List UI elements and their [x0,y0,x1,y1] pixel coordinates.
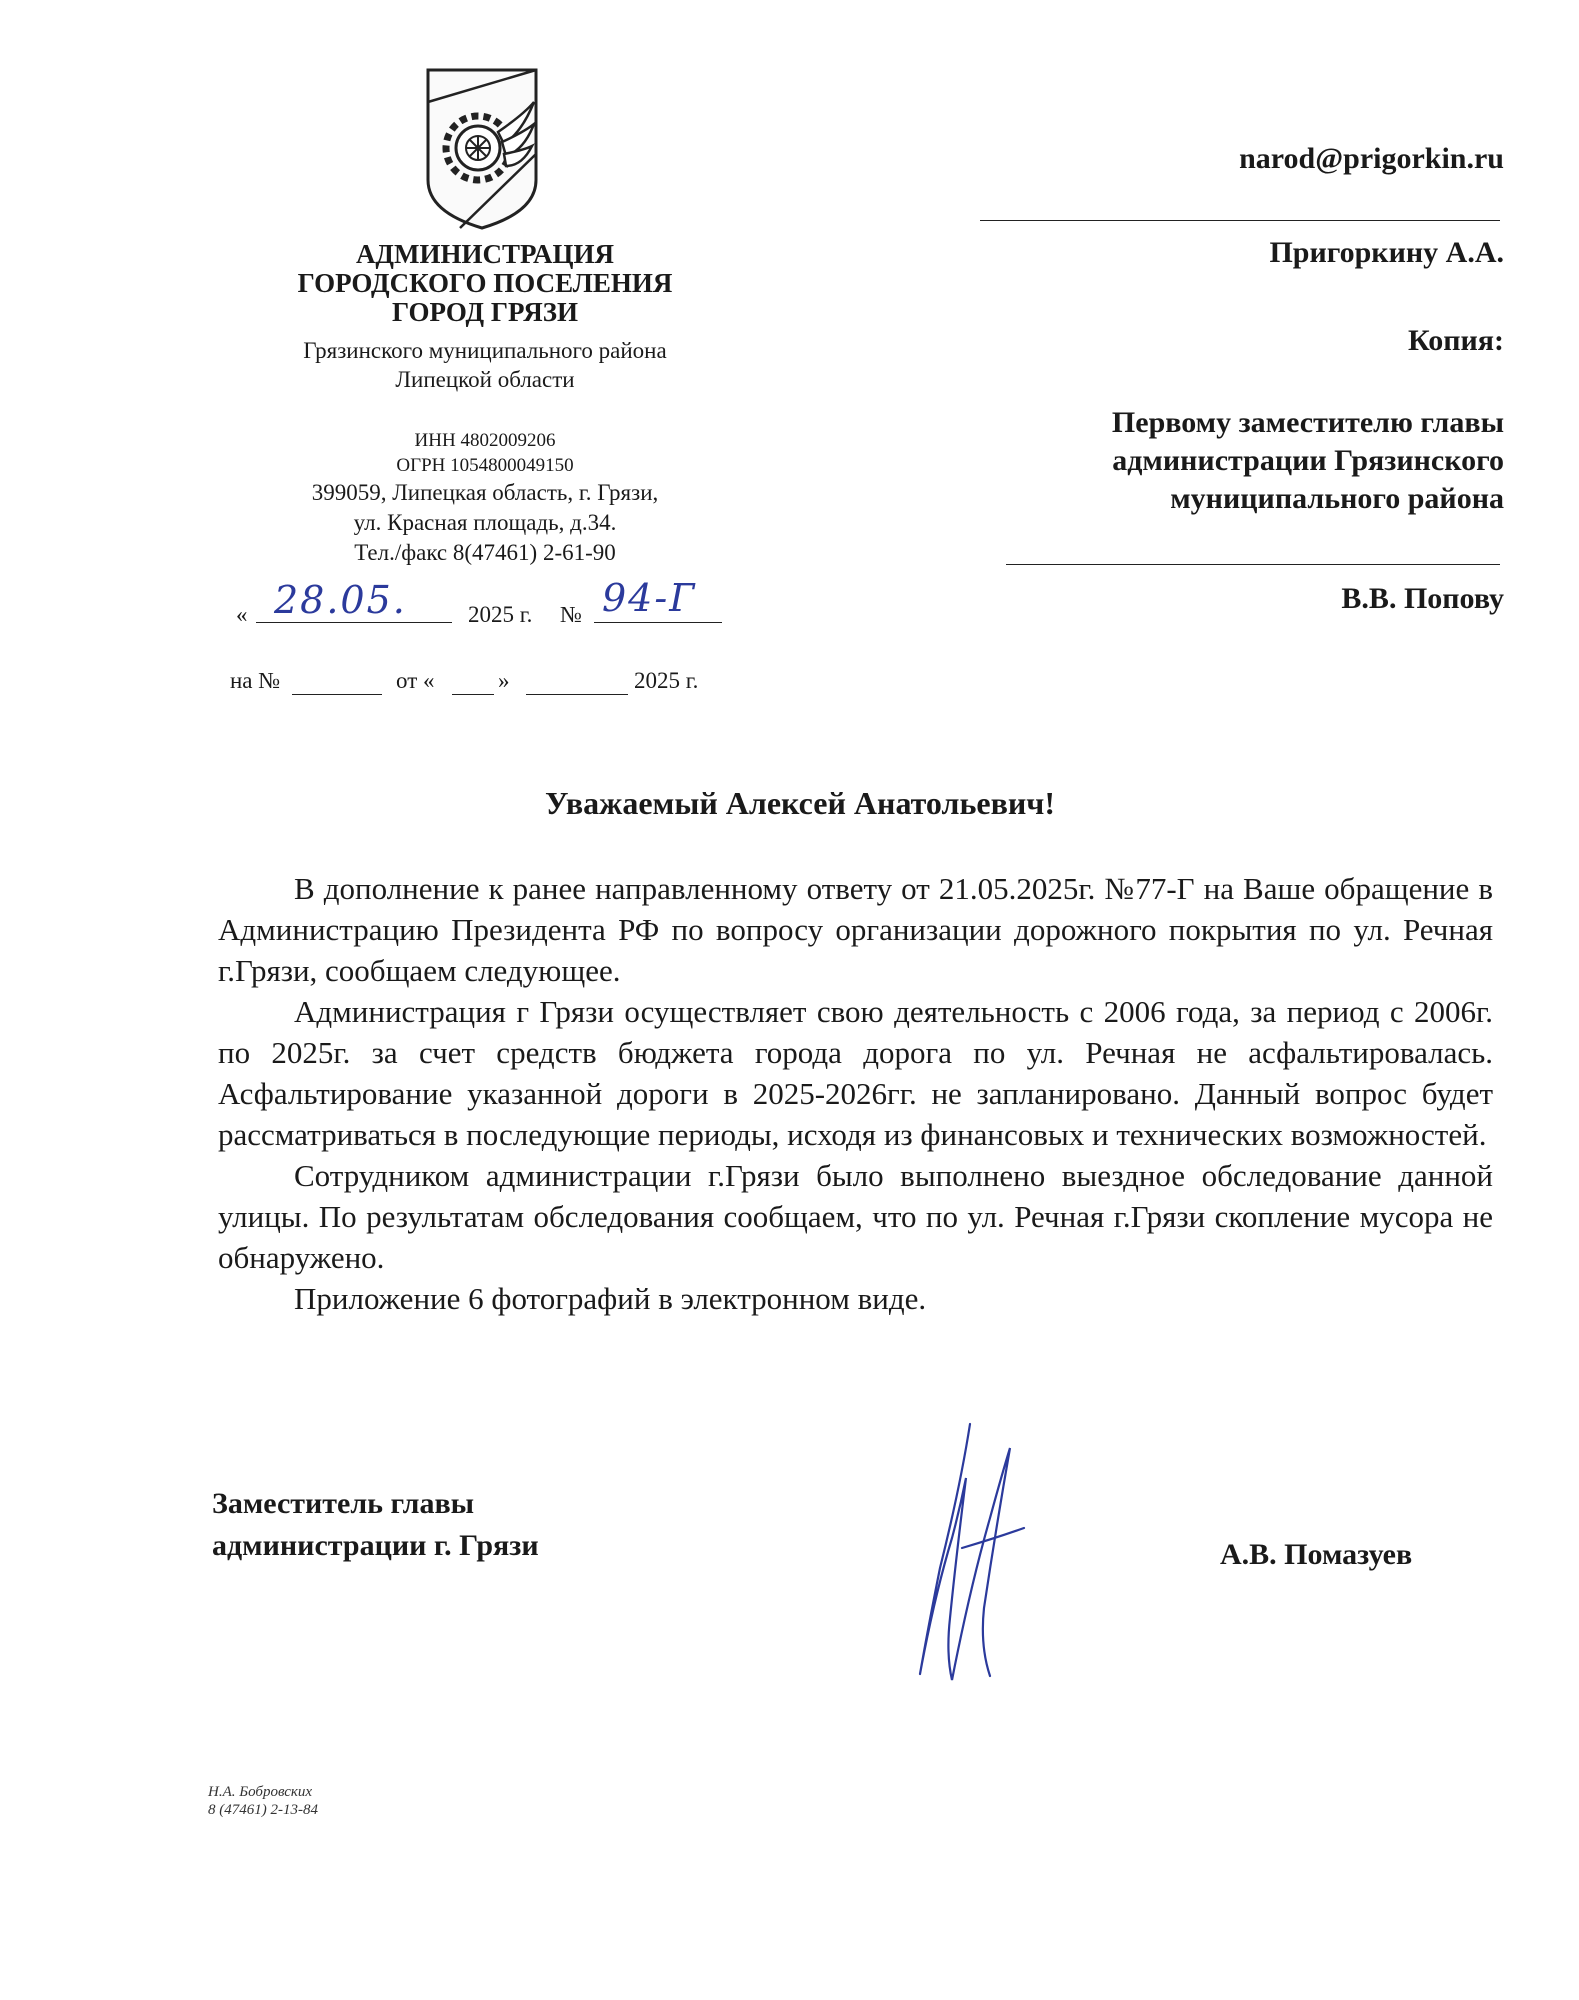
registration-row [230,576,750,634]
addressee-recipient: Пригоркину А.А. [1269,236,1504,269]
reference-day-blank [452,694,494,695]
reference-row [230,664,750,698]
copy-recipient [1112,404,1504,518]
handwritten-signature [900,1418,1040,1688]
number-underline [594,622,722,623]
signatory-name: А.В. Помазуев [1220,1538,1413,1571]
addressee-email: narod@prigorkin.ru [1239,142,1504,175]
reference-close-quote: » [498,668,510,693]
copy-recipient-name: В.В. Попову [1341,582,1504,615]
org-region-line: Грязинского муниципального района [303,338,667,363]
number-sign: № [560,602,582,627]
org-title [250,240,720,327]
executor-name: Н.А. Бобровских [208,1784,313,1800]
body-paragraph: Сотрудником администрации г.Грязи было выполнено выездное обследование данной улицы. По результатам обследования сообщаем, что по ул. Речная г.Грязи скопление мусора не обнаружено. [218,1158,1493,1275]
registration-year: 2025 г. [468,602,533,627]
body-paragraph: Приложение 6 фотографий в электронном виде. [294,1281,927,1316]
org-inn: ИНН 4802009206 [414,430,556,451]
org-codes [250,428,720,478]
body-paragraph: В дополнение к ранее направленному ответу от 21.05.2025г. №77-Г на Ваше обращение в Администрацию Президента РФ по вопросу организации дорожного покрытия по ул. Речная г.Грязи, сообщаем следующее. [218,871,1493,988]
letter-body [218,868,1493,1319]
body-paragraph: Администрация г Грязи осуществляет свою деятельность с 2006 года, за период с 2006г. по 2025г. за счет средств бюджета города дорога по ул. Речная не асфальтировалась. Асфальтирование указанной дороги в 2025-2026гг. не запланировано. Данный вопрос будет рассматриваться в последующие периоды, исходя из финансовых и технических возможностей. [218,994,1493,1152]
org-address-line: 399059, Липецкая область, г. Грязи, [311,480,659,505]
reference-month-blank [526,694,628,695]
addressee-divider [980,220,1500,221]
copy-recipient-line: Первому заместителю главы [1111,406,1504,439]
org-address-line: Тел./факс 8(47461) 2-61-90 [354,540,616,565]
org-address [250,478,720,568]
registration-number: 94-Г [602,576,697,620]
org-region-line: Липецкой области [395,367,575,392]
org-address-line: ул. Красная площадь, д.34. [353,510,617,535]
org-title-line: ГОРОДСКОГО ПОСЕЛЕНИЯ [297,268,673,298]
copy-recipient-line: администрации Грязинского [1112,444,1504,477]
salutation: Уважаемый Алексей Анатольевич! [545,785,1055,821]
coat-of-arms-icon [420,62,544,234]
reference-prefix: на № [230,668,281,693]
reference-number-blank [292,694,382,695]
signatory-position-line: администрации г. Грязи [212,1529,539,1562]
org-region [250,336,720,394]
org-title-line: ГОРОД ГРЯЗИ [392,297,578,327]
signatory-position [212,1483,539,1567]
copy-label: Копия: [1407,324,1504,357]
registration-date: 28.05. [274,578,407,622]
copy-recipient-line: муниципального района [1170,482,1504,515]
executor-phone: 8 (47461) 2-13-84 [208,1802,318,1818]
reference-from: от « [396,668,435,693]
org-title-line: АДМИНИСТРАЦИЯ [355,239,615,269]
copy-divider [1006,564,1500,565]
date-underline [256,622,452,623]
org-ogrn: ОГРН 1054800049150 [396,455,574,476]
signatory-position-line: Заместитель главы [212,1487,475,1520]
reference-year: 2025 г. [634,668,699,693]
open-quote: « [236,602,248,627]
executor-info [208,1783,318,1819]
